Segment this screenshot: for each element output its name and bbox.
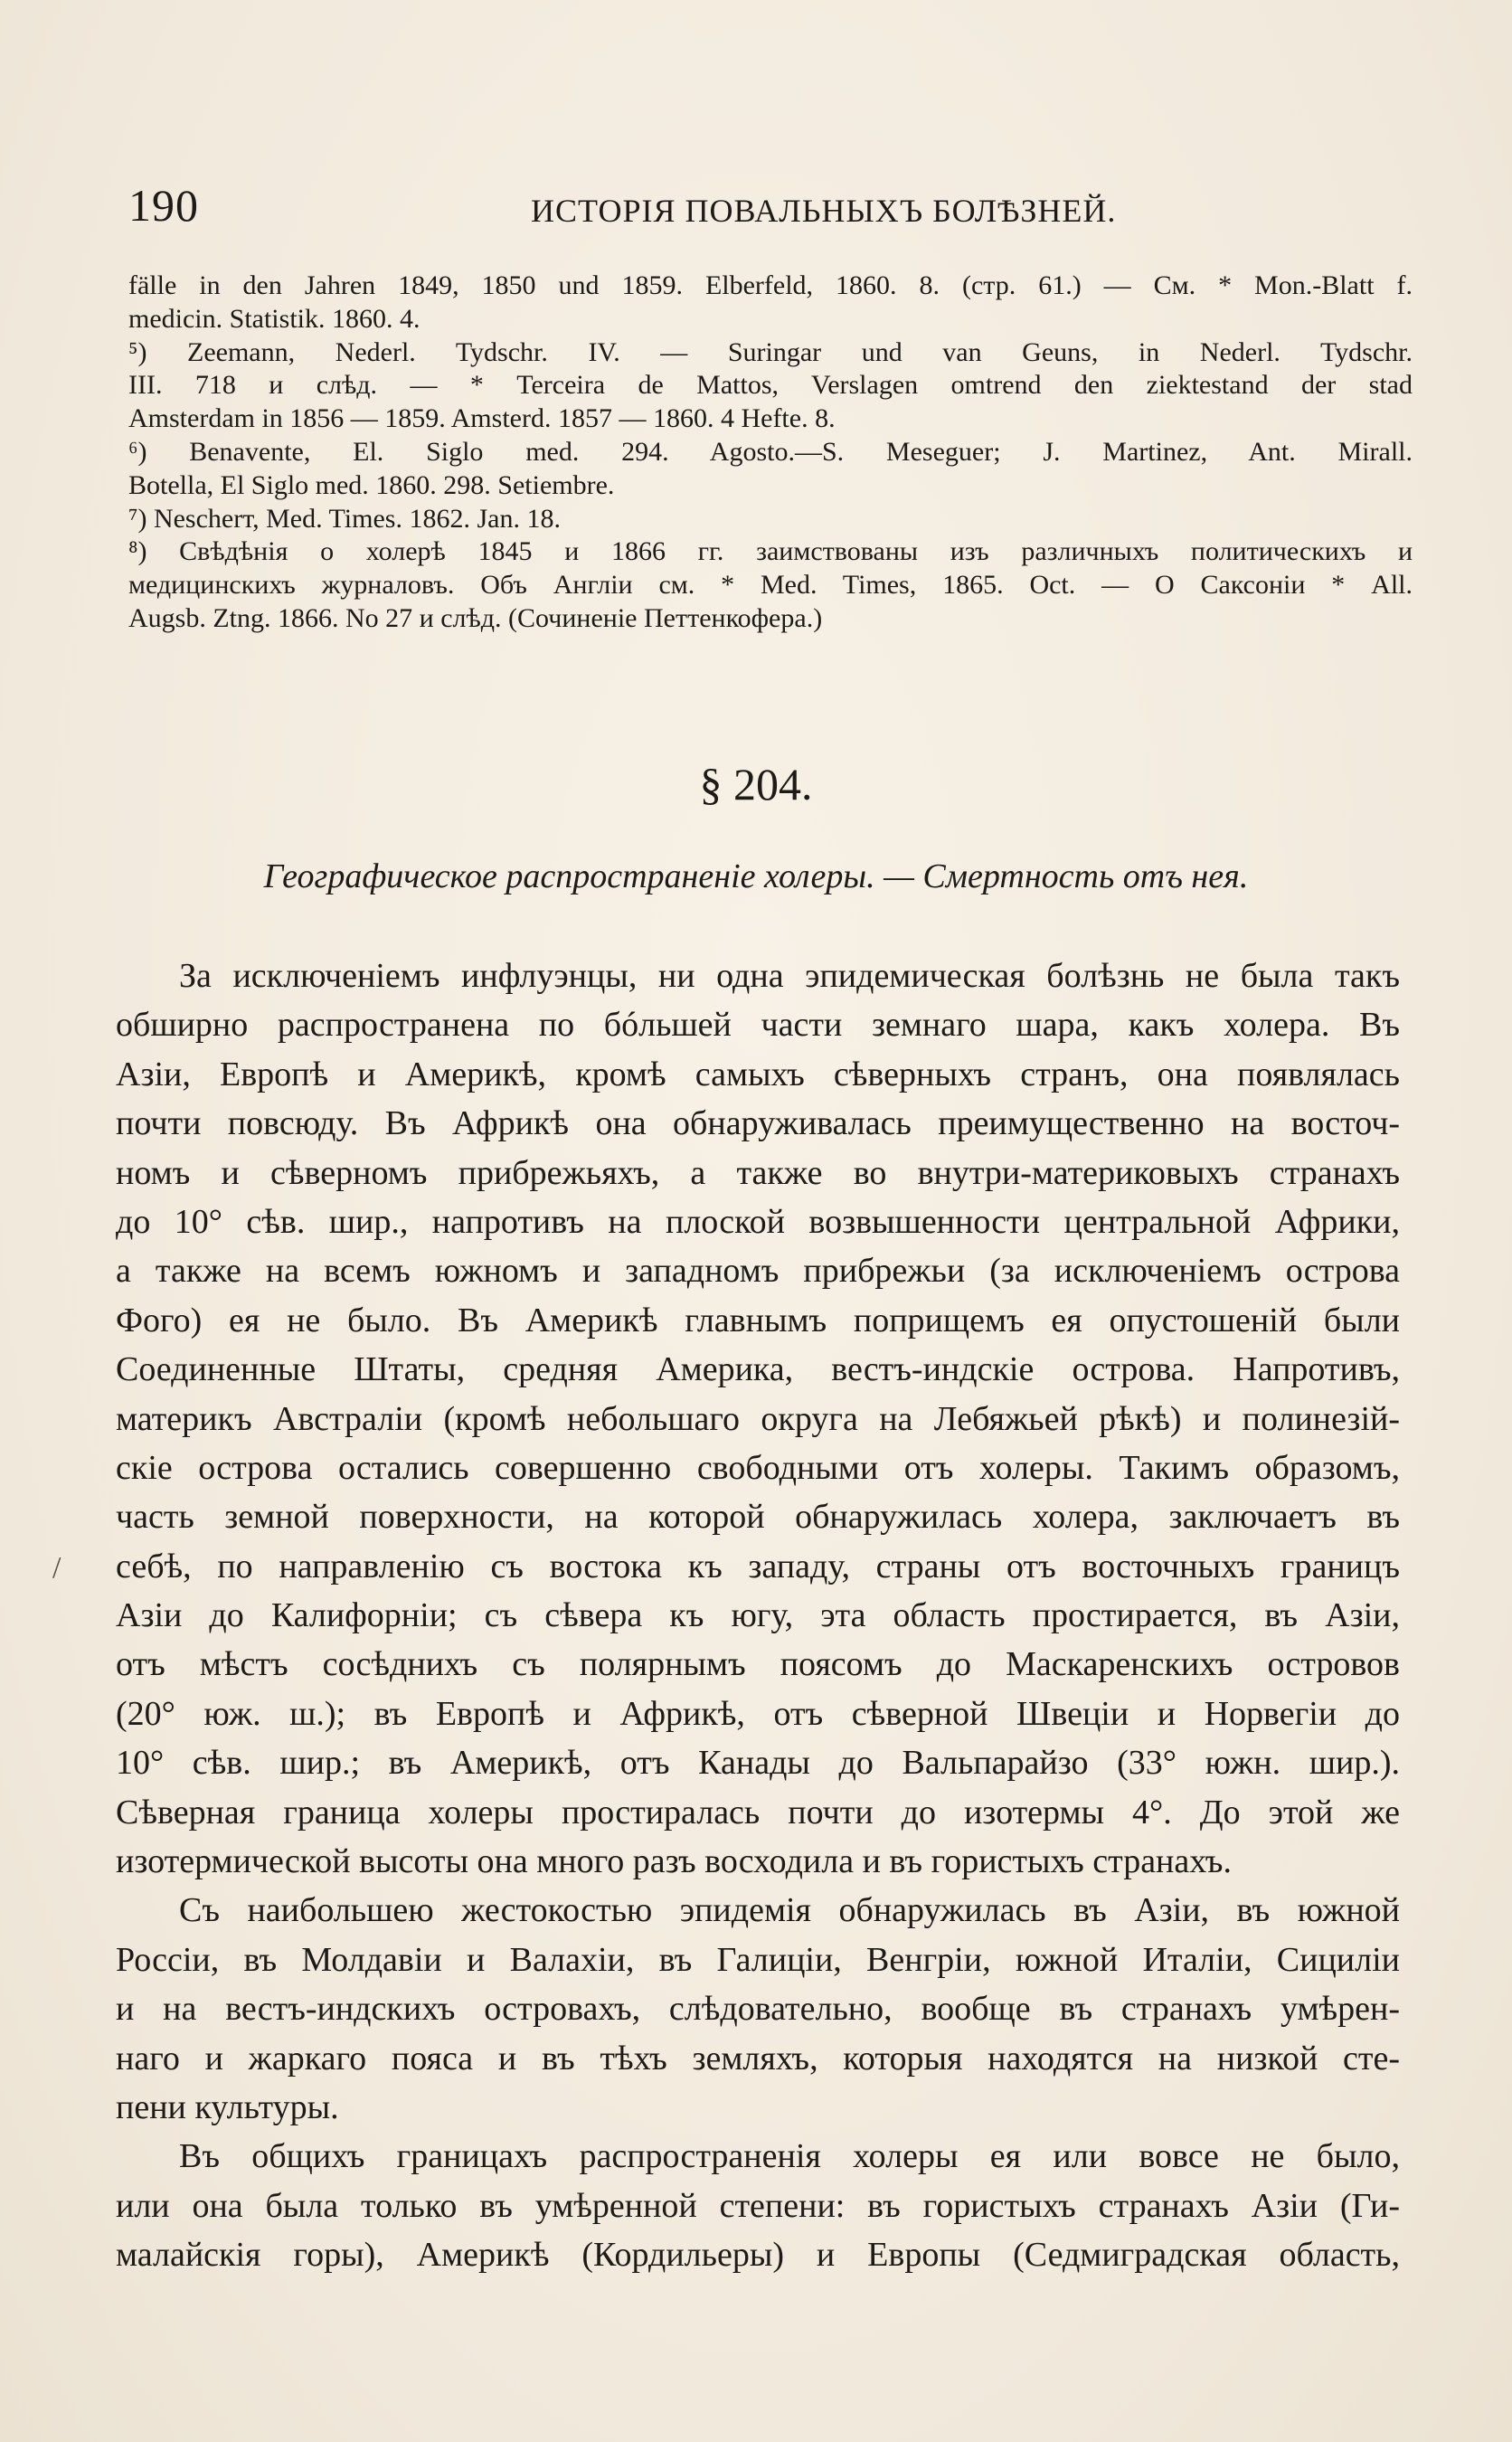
footnote-line: III. 718 и слѣд. — * Terceira de Mattos, Verslagen omtrend den ziektestand der stad [128, 370, 1413, 401]
body-line: Азіи, Европѣ и Америкѣ, кромѣ самыхъ сѣверныхъ странъ, она появлялась [116, 1055, 1400, 1093]
footnote-line: fälle in den Jahren 1849, 1850 und 1859. Elberfeld, 1860. 8. (стр. 61.) — См. * Mon.-Blatt f. [128, 270, 1413, 300]
body-line: изотермической высоты она много разъ восходила и въ гористыхъ странахъ. [116, 1842, 1232, 1881]
body-line: скіе острова остались совершенно свободными отъ холеры. Такимъ образомъ, [116, 1448, 1400, 1487]
body-text [116, 951, 1400, 2280]
footnote-line: medicin. Statistik. 1860. 4. [128, 303, 421, 334]
footnotes-block [128, 270, 1413, 636]
footnote-line: ⁶) Benavente, El. Siglo med. 294. Agosto.—S. Meseguer; J. Martinez, Ant. Mirall. [128, 436, 1413, 467]
body-line: 10° сѣв. шир.; въ Америкѣ, отъ Канады до Вальпарайзо (33° южн. шир.). [116, 1744, 1400, 1783]
body-line: материкъ Австраліи (кромѣ небольшаго округа на Лебяжьей рѣкѣ) и полинезій- [116, 1399, 1400, 1438]
body-line: Россіи, въ Молдавіи и Валахіи, въ Галиціи, Венгріи, южной Италіи, Сициліи [116, 1940, 1400, 1979]
page-number: 190 [128, 180, 199, 231]
body-line: или она была только въ умѣренной степени: въ гористыхъ странахъ Азіи (Ги- [116, 2186, 1400, 2225]
body-line: Сѣверная граница холеры простиралась почти до изотермы 4°. До этой же [116, 1793, 1400, 1832]
section-number: § 204. [699, 759, 813, 809]
body-line: Фого) ея не было. Въ Америкѣ главнымъ поприщемъ ея опустошеній были [116, 1301, 1400, 1339]
footnote-line: медицинскихъ журналовъ. Объ Англіи см. * Med. Times, 1865. Oct. — О Саксоніи * All. [128, 570, 1413, 601]
body-line: и на вестъ-индскихъ островахъ, слѣдовательно, вообще въ странахъ умѣрен- [116, 1990, 1400, 2029]
body-line: а также на всемъ южномъ и западномъ прибрежьи (за исключеніемъ острова [116, 1252, 1400, 1291]
body-line: За исключеніемъ инфлуэнцы, ни одна эпидемическая болѣзнь не была такъ [179, 957, 1400, 995]
body-line: номъ и сѣверномъ прибрежьяхъ, а также во внутри-материковыхъ странахъ [116, 1153, 1400, 1192]
section-title: Географическое распространеніе холеры. — Смертность отъ нея. [263, 857, 1249, 895]
margin-pencil-mark: / [52, 1551, 61, 1585]
footnote-line: Augsb. Ztng. 1866. No 27 и слѣд. (Сочиненіе Петтенкофера.) [128, 602, 823, 633]
footnote-line: Botella, El Siglo med. 1860. 298. Setiembre. [128, 469, 615, 500]
body-line: пени культуры. [116, 2087, 339, 2126]
body-line: (20° юж. ш.); въ Европѣ и Африкѣ, отъ сѣверной Швеціи и Норвегіи до [116, 1694, 1400, 1733]
body-line: обширно распространена по бóльшей части земнаго шара, какъ холера. Въ [116, 1006, 1400, 1045]
body-line: до 10° сѣв. шир., напротивъ на плоской возвышенности центральной Африки, [116, 1202, 1400, 1241]
body-line: себѣ, по направленію съ востока къ западу, страны отъ восточныхъ границъ [116, 1547, 1400, 1585]
body-line: наго и жаркаго пояса и въ тѣхъ земляхъ, которыя находятся на низкой сте- [116, 2039, 1400, 2078]
body-line: почти повсюду. Въ Африкѣ она обнаруживалась преимущественно на восточ- [116, 1104, 1400, 1143]
body-line: Соединенные Штаты, средняя Америка, вестъ-индскіе острова. Напротивъ, [116, 1350, 1400, 1389]
footnote-line: ⁵) Zeemann, Nederl. Tydschr. IV. — Suringar und van Geuns, in Nederl. Tydschr. [128, 336, 1413, 367]
page-header [128, 179, 1394, 233]
body-line: Азіи до Калифорніи; съ сѣвера къ югу, эта область простирается, въ Азіи, [116, 1596, 1400, 1635]
footnote-line: ⁷) Nescherт, Med. Times. 1862. Jan. 18. [128, 503, 561, 534]
body-line: малайскія горы), Америкѣ (Кордильеры) и Европы (Седмиградская область, [116, 2236, 1400, 2275]
body-line: часть земной поверхности, на которой обнаружилась холера, заключаетъ въ [116, 1498, 1400, 1537]
footnote-line: ⁸) Свѣдѣнія о холерѣ 1845 и 1866 гг. заимствованы изъ различныхъ политическихъ и [128, 536, 1413, 567]
footnote-line: Amsterdam in 1856 — 1859. Amsterd. 1857 — 1860. 4 Hefte. 8. [128, 403, 836, 434]
body-line: Съ наибольшею жестокостью эпидемія обнаружилась въ Азіи, въ южной [179, 1891, 1400, 1930]
body-line: отъ мѣстъ сосѣднихъ съ полярнымъ поясомъ до Маскаренскихъ островов [116, 1645, 1400, 1684]
running-head: ИСТОРІЯ ПОВАЛЬНЫХЪ БОЛѢЗНЕЙ. [531, 193, 1117, 229]
body-line: Въ общихъ границахъ распространенія холеры ея или вовсе не было, [179, 2137, 1400, 2176]
